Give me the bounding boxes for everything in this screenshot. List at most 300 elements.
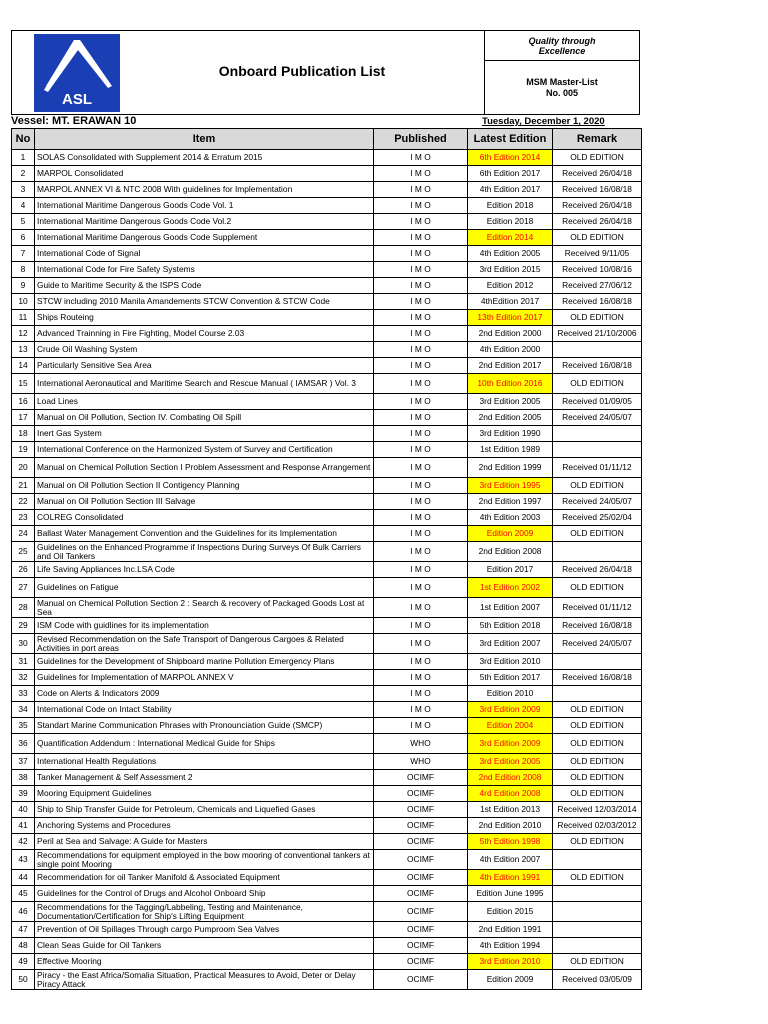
row-number: 17 [12, 410, 35, 426]
row-item: Quantification Addendum : International Medical Guide for Ships [35, 734, 374, 754]
row-publisher: I M O [374, 262, 468, 278]
row-publisher: OCIMF [374, 802, 468, 818]
row-latest-edition: 2nd Edition 2000 [468, 326, 553, 342]
row-remark: OLD EDITION [553, 718, 642, 734]
row-publisher: WHO [374, 754, 468, 770]
row-number: 19 [12, 442, 35, 458]
row-publisher: I M O [374, 542, 468, 562]
row-item: COLREG Consolidated [35, 510, 374, 526]
row-item: International Code on Intact Stability [35, 702, 374, 718]
row-item: Guidelines on the Enhanced Programme if Inspections During Surveys Of Bulk Carriers and Oil Tankers [35, 542, 374, 562]
table-row [12, 702, 642, 718]
row-publisher: I M O [374, 278, 468, 294]
tagline-line1: Quality through [528, 35, 596, 46]
row-item: Recommendations for the Tagging/Labbeling, Testing and Maintenance, Documentation/Certification for Ship's Lifting Equipment [35, 902, 374, 922]
row-item: Advanced Trainning in Fire Fighting, Model Course 2.03 [35, 326, 374, 342]
logo-text: ASL [62, 91, 92, 108]
row-item: Standart Marine Communication Phrases with Pronounciation Guide (SMCP) [35, 718, 374, 734]
row-item: Guidelines for the Development of Shipboard marine Pollution Emergency Plans [35, 654, 374, 670]
table-row [12, 598, 642, 618]
row-latest-edition: 13th Edition 2017 [468, 310, 553, 326]
table-row [12, 278, 642, 294]
row-latest-edition: 4thEdition 2017 [468, 294, 553, 310]
row-latest-edition: 3rd Edition 2007 [468, 634, 553, 654]
row-publisher: OCIMF [374, 922, 468, 938]
row-latest-edition: 2nd Edition 1991 [468, 922, 553, 938]
company-logo [34, 34, 120, 112]
row-publisher: I M O [374, 182, 468, 198]
row-item: Guidelines for the Control of Drugs and Alcohol Onboard Ship [35, 886, 374, 902]
row-item: Manual on Chemical Pollution Section I Problem Assessment and Response Arrangement [35, 458, 374, 478]
row-number: 8 [12, 262, 35, 278]
row-item: Mooring Equipment Guidelines [35, 786, 374, 802]
row-number: 6 [12, 230, 35, 246]
row-item: International Maritime Dangerous Goods Code Vol.2 [35, 214, 374, 230]
table-row [12, 970, 642, 990]
table-row [12, 310, 642, 326]
row-publisher: I M O [374, 598, 468, 618]
row-latest-edition: Edition June 1995 [468, 886, 553, 902]
row-latest-edition: Edition 2009 [468, 970, 553, 990]
table-row [12, 618, 642, 634]
row-item: Crude Oil Washing System [35, 342, 374, 358]
row-remark: Received 26/04/18 [553, 166, 642, 182]
row-number: 32 [12, 670, 35, 686]
row-remark: Received 10/08/16 [553, 262, 642, 278]
row-latest-edition: 4th Edition 2000 [468, 342, 553, 358]
row-remark: OLD EDITION [553, 150, 642, 166]
row-publisher: OCIMF [374, 902, 468, 922]
row-number: 29 [12, 618, 35, 634]
table-row [12, 246, 642, 262]
table-row [12, 230, 642, 246]
row-latest-edition: 6th Edition 2014 [468, 150, 553, 166]
row-latest-edition: 3rd Edition 2010 [468, 954, 553, 970]
row-remark: Received 26/04/18 [553, 562, 642, 578]
table-row [12, 394, 642, 410]
row-latest-edition: Edition 2018 [468, 214, 553, 230]
table-row [12, 718, 642, 734]
row-remark: Received 9/11/05 [553, 246, 642, 262]
table-row [12, 198, 642, 214]
row-remark [553, 686, 642, 702]
table-row [12, 526, 642, 542]
table-row [12, 358, 642, 374]
doc-ref-line1: MSM Master-List [526, 76, 598, 87]
row-item: International Conference on the Harmonized System of Survey and Certification [35, 442, 374, 458]
row-latest-edition: 3rd Edition 2010 [468, 654, 553, 670]
row-publisher: I M O [374, 442, 468, 458]
row-latest-edition: 4th Edition 2003 [468, 510, 553, 526]
row-item: International Maritime Dangerous Goods Code Vol. 1 [35, 198, 374, 214]
row-latest-edition: 3rd Edition 2009 [468, 734, 553, 754]
table-row [12, 734, 642, 754]
row-item: Peril at Sea and Salvage: A Guide for Masters [35, 834, 374, 850]
row-publisher: I M O [374, 342, 468, 358]
row-item: Effective Mooring [35, 954, 374, 970]
table-row [12, 562, 642, 578]
row-latest-edition: 1st Edition 2013 [468, 802, 553, 818]
row-item: MARPOL Consolidated [35, 166, 374, 182]
row-item: Prevention of Oil Spillages Through cargo Pumproom Sea Valves [35, 922, 374, 938]
row-publisher: I M O [374, 410, 468, 426]
row-item: Guide to Maritime Security & the ISPS Code [35, 278, 374, 294]
row-publisher: OCIMF [374, 786, 468, 802]
row-remark: OLD EDITION [553, 954, 642, 970]
table-row [12, 770, 642, 786]
row-publisher: I M O [374, 326, 468, 342]
row-latest-edition: 4rd Edition 2008 [468, 786, 553, 802]
row-number: 4 [12, 198, 35, 214]
column-header-remark: Remark [553, 129, 642, 150]
row-number: 23 [12, 510, 35, 526]
row-number: 39 [12, 786, 35, 802]
row-number: 3 [12, 182, 35, 198]
row-item: Ships Routeing [35, 310, 374, 326]
table-row [12, 578, 642, 598]
row-number: 33 [12, 686, 35, 702]
row-item: SOLAS Consolidated with Supplement 2014 & Erratum 2015 [35, 150, 374, 166]
tagline-line2: Excellence [538, 45, 586, 56]
row-remark: OLD EDITION [553, 786, 642, 802]
table-row [12, 442, 642, 458]
row-number: 9 [12, 278, 35, 294]
row-remark: OLD EDITION [553, 734, 642, 754]
row-latest-edition: 3rd Edition 2005 [468, 754, 553, 770]
row-number: 12 [12, 326, 35, 342]
table-row [12, 954, 642, 970]
document-title: Onboard Publication List [218, 63, 386, 79]
row-publisher: I M O [374, 458, 468, 478]
row-latest-edition: 6th Edition 2017 [468, 166, 553, 182]
row-latest-edition: 10th Edition 2016 [468, 374, 553, 394]
row-latest-edition: Edition 2015 [468, 902, 553, 922]
sail-logo-icon [34, 34, 120, 112]
row-latest-edition: 2nd Edition 2017 [468, 358, 553, 374]
row-remark: Received 27/06/12 [553, 278, 642, 294]
row-remark: Received 16/08/18 [553, 182, 642, 198]
table-header-row [12, 129, 642, 150]
row-item: Manual on Oil Pollution Section III Salvage [35, 494, 374, 510]
row-publisher: WHO [374, 734, 468, 754]
row-remark: Received 16/08/18 [553, 670, 642, 686]
table-row [12, 938, 642, 954]
row-number: 43 [12, 850, 35, 870]
row-latest-edition: Edition 2014 [468, 230, 553, 246]
row-number: 37 [12, 754, 35, 770]
row-remark [553, 850, 642, 870]
row-item: Tanker Management & Self Assessment 2 [35, 770, 374, 786]
row-latest-edition: 3rd Edition 2005 [468, 394, 553, 410]
row-publisher: I M O [374, 150, 468, 166]
row-remark: Received 24/05/07 [553, 494, 642, 510]
row-publisher: OCIMF [374, 886, 468, 902]
row-remark [553, 654, 642, 670]
table-row [12, 410, 642, 426]
row-number: 21 [12, 478, 35, 494]
publication-table [11, 128, 642, 990]
row-number: 28 [12, 598, 35, 618]
row-remark: OLD EDITION [553, 526, 642, 542]
row-number: 46 [12, 902, 35, 922]
row-publisher: I M O [374, 230, 468, 246]
row-latest-edition: Edition 2017 [468, 562, 553, 578]
row-remark: Received 16/08/18 [553, 294, 642, 310]
row-number: 14 [12, 358, 35, 374]
row-latest-edition: 2nd Edition 2010 [468, 818, 553, 834]
row-number: 34 [12, 702, 35, 718]
row-number: 27 [12, 578, 35, 598]
row-publisher: I M O [374, 246, 468, 262]
row-item: International Maritime Dangerous Goods Code Supplement [35, 230, 374, 246]
row-item: ISM Code with guidlines for its implementation [35, 618, 374, 634]
row-publisher: I M O [374, 654, 468, 670]
row-latest-edition: 2nd Edition 1997 [468, 494, 553, 510]
row-publisher: I M O [374, 702, 468, 718]
row-latest-edition: Edition 2012 [468, 278, 553, 294]
row-latest-edition: 5th Edition 1998 [468, 834, 553, 850]
row-publisher: OCIMF [374, 954, 468, 970]
row-item: Particularly Sensitive Sea Area [35, 358, 374, 374]
row-remark: Received 24/05/07 [553, 634, 642, 654]
row-number: 15 [12, 374, 35, 394]
row-latest-edition: 5th Edition 2018 [468, 618, 553, 634]
row-publisher: I M O [374, 686, 468, 702]
row-publisher: I M O [374, 198, 468, 214]
row-number: 40 [12, 802, 35, 818]
row-remark [553, 922, 642, 938]
row-latest-edition: 3rd Edition 2015 [468, 262, 553, 278]
row-latest-edition: 4th Edition 2007 [468, 850, 553, 870]
table-row [12, 426, 642, 442]
row-item: Manual on Oil Pollution, Section IV. Combating Oil Spill [35, 410, 374, 426]
table-row [12, 510, 642, 526]
row-publisher: I M O [374, 634, 468, 654]
row-latest-edition: 3rd Edition 2009 [468, 702, 553, 718]
row-number: 47 [12, 922, 35, 938]
row-publisher: I M O [374, 478, 468, 494]
row-publisher: I M O [374, 374, 468, 394]
row-remark [553, 938, 642, 954]
row-remark: OLD EDITION [553, 230, 642, 246]
table-row [12, 902, 642, 922]
row-number: 31 [12, 654, 35, 670]
row-publisher: I M O [374, 494, 468, 510]
table-row [12, 922, 642, 938]
row-publisher: I M O [374, 618, 468, 634]
row-number: 49 [12, 954, 35, 970]
row-publisher: I M O [374, 358, 468, 374]
table-row [12, 686, 642, 702]
row-publisher: I M O [374, 562, 468, 578]
document-reference [485, 61, 639, 114]
table-row [12, 850, 642, 870]
row-item: Ballast Water Management Convention and the Guidelines for its Implementation [35, 526, 374, 542]
row-item: Recommendation for oil Tanker Manifold & Associated Equipment [35, 870, 374, 886]
row-publisher: I M O [374, 426, 468, 442]
table-row [12, 182, 642, 198]
table-row [12, 150, 642, 166]
table-row [12, 542, 642, 562]
row-remark: Received 24/05/07 [553, 410, 642, 426]
row-latest-edition: 2nd Edition 1999 [468, 458, 553, 478]
row-publisher: I M O [374, 526, 468, 542]
row-remark: OLD EDITION [553, 770, 642, 786]
row-item: Anchoring Systems and Procedures [35, 818, 374, 834]
table-row [12, 654, 642, 670]
row-item: Code on Alerts & Indicators 2009 [35, 686, 374, 702]
row-publisher: I M O [374, 670, 468, 686]
row-item: Guidelines on Fatigue [35, 578, 374, 598]
row-item: International Aeronautical and Maritime Search and Rescue Manual ( IAMSAR ) Vol. 3 [35, 374, 374, 394]
row-number: 22 [12, 494, 35, 510]
row-latest-edition: Edition 2004 [468, 718, 553, 734]
row-item: Inert Gas System [35, 426, 374, 442]
row-remark: OLD EDITION [553, 578, 642, 598]
row-latest-edition: Edition 2010 [468, 686, 553, 702]
row-latest-edition: 4th Edition 2017 [468, 182, 553, 198]
row-publisher: OCIMF [374, 938, 468, 954]
row-item: Revised Recommendation on the Safe Transport of Dangerous Cargoes & Related Activities in port areas [35, 634, 374, 654]
table-row [12, 342, 642, 358]
row-latest-edition: 3rd Edition 1990 [468, 426, 553, 442]
row-latest-edition: Edition 2018 [468, 198, 553, 214]
row-remark: Received 01/11/12 [553, 458, 642, 478]
row-publisher: I M O [374, 510, 468, 526]
row-remark [553, 442, 642, 458]
row-item: International Code of Signal [35, 246, 374, 262]
row-item: MARPOL ANNEX VI & NTC 2008 With guidelines for Implementation [35, 182, 374, 198]
row-remark [553, 542, 642, 562]
row-number: 20 [12, 458, 35, 478]
row-latest-edition: Edition 2009 [468, 526, 553, 542]
column-header-latest-edition: Latest Edition [468, 129, 553, 150]
row-number: 26 [12, 562, 35, 578]
row-item: Manual on Oil Pollution Section II Contigency Planning [35, 478, 374, 494]
row-remark: OLD EDITION [553, 834, 642, 850]
row-remark: OLD EDITION [553, 310, 642, 326]
row-remark: Received 16/08/18 [553, 618, 642, 634]
table-body [12, 150, 642, 990]
row-number: 42 [12, 834, 35, 850]
row-number: 25 [12, 542, 35, 562]
row-remark: Received 01/09/05 [553, 394, 642, 410]
table-row [12, 262, 642, 278]
row-latest-edition: 2nd Edition 2005 [468, 410, 553, 426]
row-remark: Received 26/04/18 [553, 214, 642, 230]
column-header-no: No [12, 129, 35, 150]
row-remark: Received 03/05/09 [553, 970, 642, 990]
row-number: 30 [12, 634, 35, 654]
row-publisher: I M O [374, 718, 468, 734]
column-header-item: Item [35, 129, 374, 150]
row-publisher: OCIMF [374, 870, 468, 886]
row-publisher: OCIMF [374, 770, 468, 786]
table-row [12, 634, 642, 654]
row-remark [553, 886, 642, 902]
table-row [12, 294, 642, 310]
table-row [12, 818, 642, 834]
row-latest-edition: 4th Edition 1994 [468, 938, 553, 954]
row-latest-edition: 4th Edition 1991 [468, 870, 553, 886]
row-publisher: I M O [374, 578, 468, 598]
row-remark: Received 16/08/18 [553, 358, 642, 374]
table-row [12, 494, 642, 510]
row-number: 45 [12, 886, 35, 902]
row-publisher: I M O [374, 394, 468, 410]
row-publisher: OCIMF [374, 834, 468, 850]
row-number: 35 [12, 718, 35, 734]
row-item: Clean Seas Guide for Oil Tankers [35, 938, 374, 954]
row-remark [553, 342, 642, 358]
row-item: Load Lines [35, 394, 374, 410]
row-number: 41 [12, 818, 35, 834]
vessel-name: Vessel: MT. ERAWAN 10 [11, 115, 137, 127]
row-number: 2 [12, 166, 35, 182]
row-remark: Received 12/03/2014 [553, 802, 642, 818]
row-remark [553, 902, 642, 922]
row-remark: OLD EDITION [553, 754, 642, 770]
doc-ref-line2: No. 005 [545, 87, 578, 98]
row-latest-edition: 2nd Edition 2008 [468, 542, 553, 562]
row-number: 18 [12, 426, 35, 442]
row-item: Guidelines for Implementation of MARPOL ANNEX V [35, 670, 374, 686]
row-number: 13 [12, 342, 35, 358]
row-latest-edition: 4th Edition 2005 [468, 246, 553, 262]
row-number: 5 [12, 214, 35, 230]
row-remark: Received 26/04/18 [553, 198, 642, 214]
row-item: Ship to Ship Transfer Guide for Petroleum, Chemicals and Liquefied Gases [35, 802, 374, 818]
row-remark: Received 25/02/04 [553, 510, 642, 526]
row-publisher: I M O [374, 166, 468, 182]
table-row [12, 886, 642, 902]
row-item: Piracy - the East Africa/Somalia Situation, Practical Measures to Avoid, Deter or Delay Piracy Attack [35, 970, 374, 990]
row-remark: Received 01/11/12 [553, 598, 642, 618]
row-remark: Received 21/10/2006 [553, 326, 642, 342]
document-date: Tuesday, December 1, 2020 [482, 116, 605, 127]
row-number: 1 [12, 150, 35, 166]
row-item: International Code for Fire Safety Systems [35, 262, 374, 278]
row-publisher: OCIMF [374, 970, 468, 990]
row-latest-edition: 1st Edition 2007 [468, 598, 553, 618]
row-remark: OLD EDITION [553, 870, 642, 886]
row-publisher: I M O [374, 310, 468, 326]
table-row [12, 374, 642, 394]
row-remark [553, 426, 642, 442]
row-number: 50 [12, 970, 35, 990]
row-number: 11 [12, 310, 35, 326]
row-publisher: OCIMF [374, 850, 468, 870]
row-number: 48 [12, 938, 35, 954]
table-row [12, 326, 642, 342]
table-row [12, 478, 642, 494]
table-row [12, 214, 642, 230]
row-item: Life Saving Appliances Inc.LSA Code [35, 562, 374, 578]
table-row [12, 834, 642, 850]
row-number: 16 [12, 394, 35, 410]
tagline [485, 31, 639, 61]
table-row [12, 166, 642, 182]
column-header-published: Published [374, 129, 468, 150]
row-remark: OLD EDITION [553, 374, 642, 394]
row-latest-edition: 1st Edition 2002 [468, 578, 553, 598]
row-latest-edition: 1st Edition 1989 [468, 442, 553, 458]
row-item: Manual on Chemical Pollution Section 2 : Search & recovery of Packaged Goods Lost at Sea [35, 598, 374, 618]
row-publisher: OCIMF [374, 818, 468, 834]
row-remark: OLD EDITION [553, 702, 642, 718]
row-number: 10 [12, 294, 35, 310]
row-remark: OLD EDITION [553, 478, 642, 494]
